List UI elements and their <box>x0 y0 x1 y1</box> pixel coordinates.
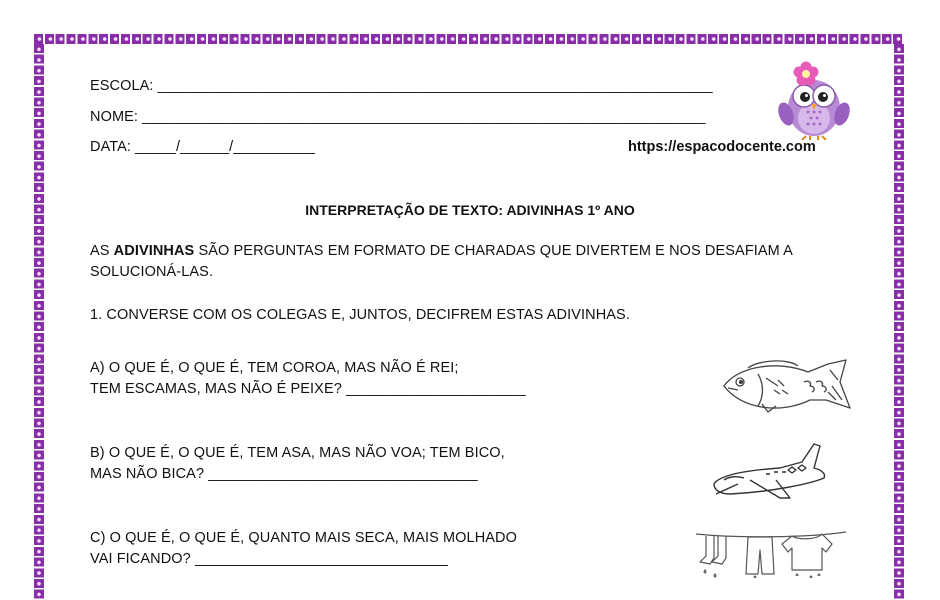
decorative-border-top <box>34 34 904 44</box>
site-url: https://espacodocente.com <box>628 139 816 155</box>
fish-drawing <box>718 356 854 418</box>
intro-prefix: AS <box>90 243 114 259</box>
riddle-a-line-2: TEM ESCAMAS, MAS NÃO É PEIXE? ______________________ <box>90 381 526 397</box>
riddle-c-line-2: VAI FICANDO? _______________________________ <box>90 551 449 567</box>
name-field: NOME: _____________________________________________________________________ <box>90 109 706 125</box>
intro-rest: SÃO PERGUNTAS EM FORMATO DE CHARADAS QUE DIVERTEM E NOS DESAFIAM A <box>194 243 793 259</box>
instruction-text: 1. CONVERSE COM OS COLEGAS E, JUNTOS, DECIFREM ESTAS ADIVINHAS. <box>90 307 630 323</box>
intro-line-1 <box>90 243 793 259</box>
clothesline-drawing <box>696 520 846 582</box>
worksheet-title: INTERPRETAÇÃO DE TEXTO: ADIVINHAS 1º ANO <box>305 202 635 218</box>
riddle-a-line-1: A) O QUE É, O QUE É, TEM COROA, MAS NÃO É REI; <box>90 360 459 376</box>
intro-line-2: SOLUCIONÁ-LAS. <box>90 264 214 280</box>
riddle-b-line-1: B) O QUE É, O QUE É, TEM ASA, MAS NÃO VOA; TEM BICO, <box>90 445 505 461</box>
date-field: DATA: _____/______/__________ <box>90 139 315 155</box>
airplane-drawing <box>710 440 830 502</box>
riddle-c-line-1: C) O QUE É, O QUE É, QUANTO MAIS SECA, MAIS MOLHADO <box>90 530 518 546</box>
riddle-b-line-2: MAS NÃO BICA? _________________________________ <box>90 466 478 482</box>
decorative-border-right <box>894 44 904 600</box>
intro-keyword: ADIVINHAS <box>113 243 195 259</box>
decorative-border-left <box>34 44 44 600</box>
school-field: ESCOLA: ____________________________________________________________________ <box>90 78 713 94</box>
owl-illustration <box>776 60 852 140</box>
